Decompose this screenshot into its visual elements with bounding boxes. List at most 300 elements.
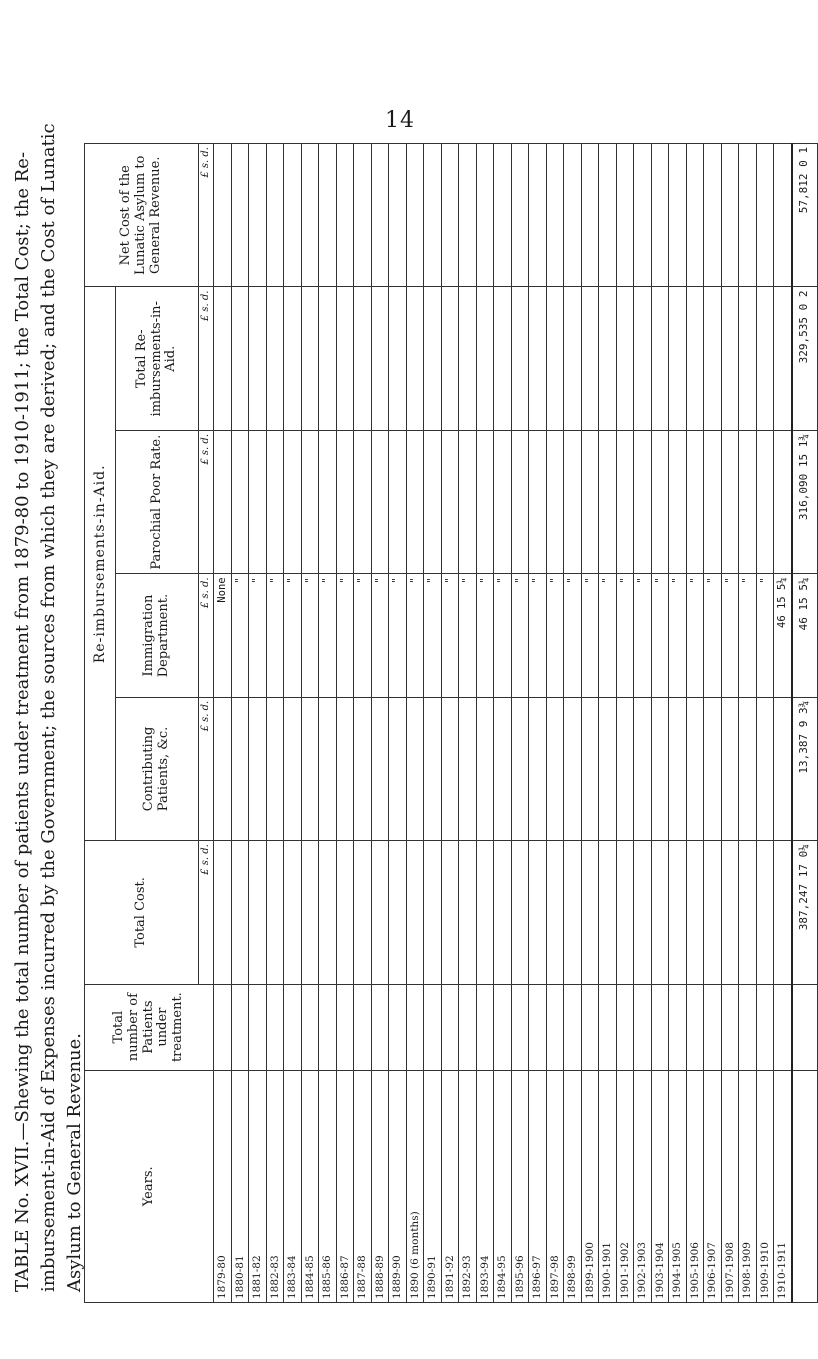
row-immigration: " bbox=[616, 574, 634, 697]
row-net-cost bbox=[704, 144, 722, 288]
row-immigration: " bbox=[721, 574, 739, 697]
row-parochial bbox=[686, 430, 704, 573]
row-total-reimbursements bbox=[581, 287, 599, 430]
row-patients bbox=[546, 984, 564, 1070]
row-immigration: " bbox=[354, 574, 372, 697]
row-total-reimbursements bbox=[319, 287, 337, 430]
row-net-cost bbox=[406, 144, 424, 288]
row-year: 1889-90 bbox=[389, 1070, 407, 1302]
table-row bbox=[634, 144, 652, 1303]
row-cost bbox=[704, 841, 722, 984]
row-year: 1895-96 bbox=[511, 1070, 529, 1302]
row-year: 1892-93 bbox=[459, 1070, 477, 1302]
row-immigration: " bbox=[739, 574, 757, 697]
table-row bbox=[354, 144, 372, 1303]
row-immigration: " bbox=[546, 574, 564, 697]
row-cost bbox=[214, 841, 232, 984]
row-cost bbox=[599, 841, 617, 984]
row-cost bbox=[389, 841, 407, 984]
row-total-reimbursements bbox=[249, 287, 267, 430]
unit-row: £ s. d. bbox=[199, 144, 214, 288]
header-reimbursements-group: Re-imbursements-in-Aid. bbox=[85, 287, 116, 841]
row-parochial bbox=[266, 430, 284, 573]
row-total-reimbursements bbox=[721, 287, 739, 430]
totals-parochial: 316,090 15 1¾ bbox=[792, 430, 818, 573]
row-parochial bbox=[389, 430, 407, 573]
row-net-cost bbox=[371, 144, 389, 288]
row-patients bbox=[214, 984, 232, 1070]
table-row bbox=[266, 144, 284, 1303]
row-parochial bbox=[529, 430, 547, 573]
row-patients bbox=[564, 984, 582, 1070]
table-row bbox=[389, 144, 407, 1303]
row-parochial bbox=[634, 430, 652, 573]
row-year: 1884-85 bbox=[301, 1070, 319, 1302]
row-patients bbox=[354, 984, 372, 1070]
table-row bbox=[336, 144, 354, 1303]
row-net-cost bbox=[529, 144, 547, 288]
table-row bbox=[599, 144, 617, 1303]
row-immigration: " bbox=[704, 574, 722, 697]
unit-row: £ s. d. bbox=[199, 287, 214, 430]
header-total-cost: Total Cost. bbox=[85, 841, 199, 984]
table-row bbox=[546, 144, 564, 1303]
row-net-cost bbox=[651, 144, 669, 288]
row-cost bbox=[441, 841, 459, 984]
row-patients bbox=[371, 984, 389, 1070]
row-year: 1896-97 bbox=[529, 1070, 547, 1302]
row-parochial bbox=[406, 430, 424, 573]
row-immigration: " bbox=[301, 574, 319, 697]
row-net-cost bbox=[669, 144, 687, 288]
table-row bbox=[249, 144, 267, 1303]
row-cost bbox=[249, 841, 267, 984]
row-net-cost bbox=[774, 144, 792, 288]
table-row bbox=[301, 144, 319, 1303]
row-cost bbox=[336, 841, 354, 984]
row-patients bbox=[651, 984, 669, 1070]
row-year: 1893-94 bbox=[476, 1070, 494, 1302]
table-row bbox=[686, 144, 704, 1303]
row-parochial bbox=[599, 430, 617, 573]
row-cost bbox=[721, 841, 739, 984]
row-net-cost bbox=[476, 144, 494, 288]
row-parochial bbox=[756, 430, 774, 573]
row-cost bbox=[546, 841, 564, 984]
row-contributing bbox=[581, 697, 599, 840]
row-total-reimbursements bbox=[529, 287, 547, 430]
row-year: 1879-80 bbox=[214, 1070, 232, 1302]
row-contributing bbox=[721, 697, 739, 840]
row-immigration: " bbox=[686, 574, 704, 697]
row-contributing bbox=[406, 697, 424, 840]
table-row bbox=[511, 144, 529, 1303]
row-cost bbox=[564, 841, 582, 984]
row-immigration: " bbox=[424, 574, 442, 697]
row-contributing bbox=[529, 697, 547, 840]
row-contributing bbox=[231, 697, 249, 840]
row-net-cost bbox=[739, 144, 757, 288]
row-parochial bbox=[231, 430, 249, 573]
unit-row: £ s. d. bbox=[199, 841, 214, 984]
row-patients bbox=[599, 984, 617, 1070]
row-parochial bbox=[214, 430, 232, 573]
row-patients bbox=[669, 984, 687, 1070]
row-year: 1905-1906 bbox=[686, 1070, 704, 1302]
row-total-reimbursements bbox=[686, 287, 704, 430]
row-patients bbox=[284, 984, 302, 1070]
row-cost bbox=[301, 841, 319, 984]
row-year: 1891-92 bbox=[441, 1070, 459, 1302]
row-immigration: " bbox=[284, 574, 302, 697]
table-row bbox=[529, 144, 547, 1303]
row-total-reimbursements bbox=[336, 287, 354, 430]
row-immigration: " bbox=[634, 574, 652, 697]
row-total-reimbursements bbox=[511, 287, 529, 430]
row-total-reimbursements bbox=[774, 287, 792, 430]
row-contributing bbox=[459, 697, 477, 840]
row-patients bbox=[336, 984, 354, 1070]
row-parochial bbox=[476, 430, 494, 573]
table-row bbox=[651, 144, 669, 1303]
row-year: 1901-1902 bbox=[616, 1070, 634, 1302]
table-row bbox=[616, 144, 634, 1303]
row-net-cost bbox=[581, 144, 599, 288]
row-net-cost bbox=[441, 144, 459, 288]
row-contributing bbox=[774, 697, 792, 840]
table-row bbox=[319, 144, 337, 1303]
row-patients bbox=[249, 984, 267, 1070]
table-row bbox=[756, 144, 774, 1303]
row-parochial bbox=[441, 430, 459, 573]
row-net-cost bbox=[424, 144, 442, 288]
table-row bbox=[459, 144, 477, 1303]
totals-label bbox=[792, 1070, 818, 1302]
row-immigration: " bbox=[441, 574, 459, 697]
table-row bbox=[669, 144, 687, 1303]
row-parochial bbox=[774, 430, 792, 573]
row-contributing bbox=[494, 697, 512, 840]
row-parochial bbox=[581, 430, 599, 573]
row-immigration: " bbox=[266, 574, 284, 697]
row-net-cost bbox=[266, 144, 284, 288]
row-year: 1906-1907 bbox=[704, 1070, 722, 1302]
unit-row: £ s. d. bbox=[199, 697, 214, 840]
row-total-reimbursements bbox=[739, 287, 757, 430]
row-immigration: " bbox=[336, 574, 354, 697]
row-contributing bbox=[739, 697, 757, 840]
row-cost bbox=[669, 841, 687, 984]
row-immigration: " bbox=[459, 574, 477, 697]
row-cost bbox=[774, 841, 792, 984]
row-year: 1887-88 bbox=[354, 1070, 372, 1302]
row-immigration: " bbox=[581, 574, 599, 697]
row-year: 1883-84 bbox=[284, 1070, 302, 1302]
row-cost bbox=[511, 841, 529, 984]
row-cost bbox=[739, 841, 757, 984]
row-contributing bbox=[476, 697, 494, 840]
row-parochial bbox=[336, 430, 354, 573]
row-contributing bbox=[669, 697, 687, 840]
row-net-cost bbox=[599, 144, 617, 288]
row-year: 1890 (6 months) bbox=[406, 1070, 424, 1302]
row-patients bbox=[704, 984, 722, 1070]
table-row bbox=[564, 144, 582, 1303]
row-contributing bbox=[249, 697, 267, 840]
row-parochial bbox=[546, 430, 564, 573]
row-net-cost bbox=[284, 144, 302, 288]
row-parochial bbox=[424, 430, 442, 573]
row-cost bbox=[476, 841, 494, 984]
row-total-reimbursements bbox=[284, 287, 302, 430]
row-parochial bbox=[459, 430, 477, 573]
row-immigration: " bbox=[249, 574, 267, 697]
row-total-reimbursements bbox=[651, 287, 669, 430]
row-immigration: " bbox=[599, 574, 617, 697]
table-title: TABLE No. XVII.—Shewing the total number of patients under treatment from 1879-80 to 1910-1911; the Total Cost; the Re-imbursement-in-Aid of Expenses incurred by the Government; the sources from which they are derived; and the Cost of Lunatic Asylum to General Revenue. bbox=[12, 123, 85, 1292]
row-patients bbox=[511, 984, 529, 1070]
row-year: 1902-1903 bbox=[634, 1070, 652, 1302]
row-parochial bbox=[739, 430, 757, 573]
row-immigration: " bbox=[231, 574, 249, 697]
row-cost bbox=[494, 841, 512, 984]
row-immigration: " bbox=[494, 574, 512, 697]
row-total-reimbursements bbox=[669, 287, 687, 430]
row-year: 1885-86 bbox=[319, 1070, 337, 1302]
table-row bbox=[231, 144, 249, 1303]
row-contributing bbox=[441, 697, 459, 840]
table-row bbox=[406, 144, 424, 1303]
row-cost bbox=[371, 841, 389, 984]
row-cost bbox=[529, 841, 547, 984]
row-patients bbox=[231, 984, 249, 1070]
row-contributing bbox=[214, 697, 232, 840]
row-year: 1888-89 bbox=[371, 1070, 389, 1302]
row-contributing bbox=[704, 697, 722, 840]
row-cost bbox=[231, 841, 249, 984]
row-year: 1903-1904 bbox=[651, 1070, 669, 1302]
row-patients bbox=[756, 984, 774, 1070]
row-patients bbox=[424, 984, 442, 1070]
table-row bbox=[721, 144, 739, 1303]
row-patients bbox=[739, 984, 757, 1070]
row-patients bbox=[406, 984, 424, 1070]
row-contributing bbox=[389, 697, 407, 840]
row-cost bbox=[266, 841, 284, 984]
row-cost bbox=[756, 841, 774, 984]
table-row bbox=[774, 144, 792, 1303]
row-year: 1881-82 bbox=[249, 1070, 267, 1302]
row-patients bbox=[721, 984, 739, 1070]
row-net-cost bbox=[686, 144, 704, 288]
row-total-reimbursements bbox=[634, 287, 652, 430]
row-contributing bbox=[336, 697, 354, 840]
row-contributing bbox=[686, 697, 704, 840]
row-contributing bbox=[546, 697, 564, 840]
row-year: 1900-1901 bbox=[599, 1070, 617, 1302]
row-contributing bbox=[301, 697, 319, 840]
row-patients bbox=[389, 984, 407, 1070]
row-cost bbox=[284, 841, 302, 984]
header-total-reimbursements: Total Re-imbursements-in-Aid. bbox=[116, 287, 199, 430]
row-year: 1904-1905 bbox=[669, 1070, 687, 1302]
row-patients bbox=[774, 984, 792, 1070]
row-total-reimbursements bbox=[564, 287, 582, 430]
row-patients bbox=[494, 984, 512, 1070]
totals-cost: 387,247 17 0¼ bbox=[792, 841, 818, 984]
row-patients bbox=[529, 984, 547, 1070]
page-number: 14 bbox=[385, 108, 415, 133]
row-net-cost bbox=[231, 144, 249, 288]
row-parochial bbox=[249, 430, 267, 573]
table-row bbox=[494, 144, 512, 1303]
row-parochial bbox=[616, 430, 634, 573]
row-cost bbox=[354, 841, 372, 984]
row-year: 1908-1909 bbox=[739, 1070, 757, 1302]
row-total-reimbursements bbox=[424, 287, 442, 430]
totals-reimbursements: 329,535 0 2 bbox=[792, 287, 818, 430]
row-net-cost bbox=[249, 144, 267, 288]
row-net-cost bbox=[546, 144, 564, 288]
row-immigration: " bbox=[669, 574, 687, 697]
row-net-cost bbox=[301, 144, 319, 288]
table-row bbox=[424, 144, 442, 1303]
row-parochial bbox=[319, 430, 337, 573]
row-total-reimbursements bbox=[546, 287, 564, 430]
row-patients bbox=[686, 984, 704, 1070]
row-total-reimbursements bbox=[494, 287, 512, 430]
row-immigration: 46 15 5¼ bbox=[774, 574, 792, 697]
row-cost bbox=[686, 841, 704, 984]
row-immigration: " bbox=[756, 574, 774, 697]
header-patients: Total number of Patients under treatment. bbox=[85, 984, 214, 1070]
row-year: 1899-1900 bbox=[581, 1070, 599, 1302]
row-year: 1907-1908 bbox=[721, 1070, 739, 1302]
row-contributing bbox=[756, 697, 774, 840]
row-net-cost bbox=[564, 144, 582, 288]
row-cost bbox=[616, 841, 634, 984]
row-net-cost bbox=[756, 144, 774, 288]
row-cost bbox=[406, 841, 424, 984]
row-year: 1897-98 bbox=[546, 1070, 564, 1302]
row-parochial bbox=[721, 430, 739, 573]
row-year: 1880-81 bbox=[231, 1070, 249, 1302]
row-total-reimbursements bbox=[354, 287, 372, 430]
row-patients bbox=[301, 984, 319, 1070]
table-row bbox=[476, 144, 494, 1303]
totals-contributing: 13,387 9 3¾ bbox=[792, 697, 818, 840]
row-parochial bbox=[284, 430, 302, 573]
row-net-cost bbox=[319, 144, 337, 288]
statistics-table bbox=[84, 143, 818, 1303]
row-contributing bbox=[371, 697, 389, 840]
row-total-reimbursements bbox=[616, 287, 634, 430]
table-frame bbox=[84, 143, 811, 1303]
row-net-cost bbox=[336, 144, 354, 288]
row-parochial bbox=[564, 430, 582, 573]
row-year: 1882-83 bbox=[266, 1070, 284, 1302]
row-year: 1898-99 bbox=[564, 1070, 582, 1302]
row-contributing bbox=[564, 697, 582, 840]
row-cost bbox=[634, 841, 652, 984]
row-immigration: " bbox=[651, 574, 669, 697]
row-cost bbox=[424, 841, 442, 984]
header-years: Years. bbox=[85, 1070, 214, 1302]
row-cost bbox=[651, 841, 669, 984]
row-immigration: " bbox=[319, 574, 337, 697]
row-total-reimbursements bbox=[266, 287, 284, 430]
row-immigration: " bbox=[529, 574, 547, 697]
row-patients bbox=[266, 984, 284, 1070]
table-body bbox=[214, 144, 792, 1303]
row-parochial bbox=[494, 430, 512, 573]
row-contributing bbox=[319, 697, 337, 840]
row-contributing bbox=[616, 697, 634, 840]
row-patients bbox=[476, 984, 494, 1070]
row-contributing bbox=[651, 697, 669, 840]
row-patients bbox=[616, 984, 634, 1070]
unit-row: £ s. d. bbox=[199, 430, 214, 573]
row-total-reimbursements bbox=[756, 287, 774, 430]
row-cost bbox=[581, 841, 599, 984]
row-contributing bbox=[284, 697, 302, 840]
row-immigration: " bbox=[476, 574, 494, 697]
row-net-cost bbox=[634, 144, 652, 288]
row-net-cost bbox=[616, 144, 634, 288]
totals-row bbox=[792, 144, 818, 1303]
row-total-reimbursements bbox=[301, 287, 319, 430]
totals-patients bbox=[792, 984, 818, 1070]
row-total-reimbursements bbox=[441, 287, 459, 430]
row-parochial bbox=[669, 430, 687, 573]
header-parochial: Parochial Poor Rate. bbox=[116, 430, 199, 573]
row-net-cost bbox=[511, 144, 529, 288]
row-contributing bbox=[634, 697, 652, 840]
row-year: 1886-87 bbox=[336, 1070, 354, 1302]
row-total-reimbursements bbox=[389, 287, 407, 430]
row-year: 1909-1910 bbox=[756, 1070, 774, 1302]
row-total-reimbursements bbox=[231, 287, 249, 430]
row-contributing bbox=[599, 697, 617, 840]
row-patients bbox=[459, 984, 477, 1070]
row-total-reimbursements bbox=[476, 287, 494, 430]
header-immigration: Immigration Department. bbox=[116, 574, 199, 697]
row-contributing bbox=[424, 697, 442, 840]
row-parochial bbox=[354, 430, 372, 573]
row-parochial bbox=[301, 430, 319, 573]
header-net-cost: Net Cost of the Lunatic Asylum to General Revenue. bbox=[85, 144, 199, 288]
row-patients bbox=[634, 984, 652, 1070]
row-net-cost bbox=[214, 144, 232, 288]
row-parochial bbox=[704, 430, 722, 573]
table-row bbox=[581, 144, 599, 1303]
row-total-reimbursements bbox=[599, 287, 617, 430]
row-total-reimbursements bbox=[214, 287, 232, 430]
row-immigration: " bbox=[564, 574, 582, 697]
row-net-cost bbox=[494, 144, 512, 288]
row-total-reimbursements bbox=[371, 287, 389, 430]
table-row bbox=[739, 144, 757, 1303]
row-cost bbox=[459, 841, 477, 984]
row-contributing bbox=[511, 697, 529, 840]
row-net-cost bbox=[459, 144, 477, 288]
totals-net-cost: 57,812 0 1 bbox=[792, 144, 818, 288]
row-immigration: " bbox=[371, 574, 389, 697]
table-row bbox=[284, 144, 302, 1303]
row-patients bbox=[581, 984, 599, 1070]
row-net-cost bbox=[389, 144, 407, 288]
row-contributing bbox=[266, 697, 284, 840]
